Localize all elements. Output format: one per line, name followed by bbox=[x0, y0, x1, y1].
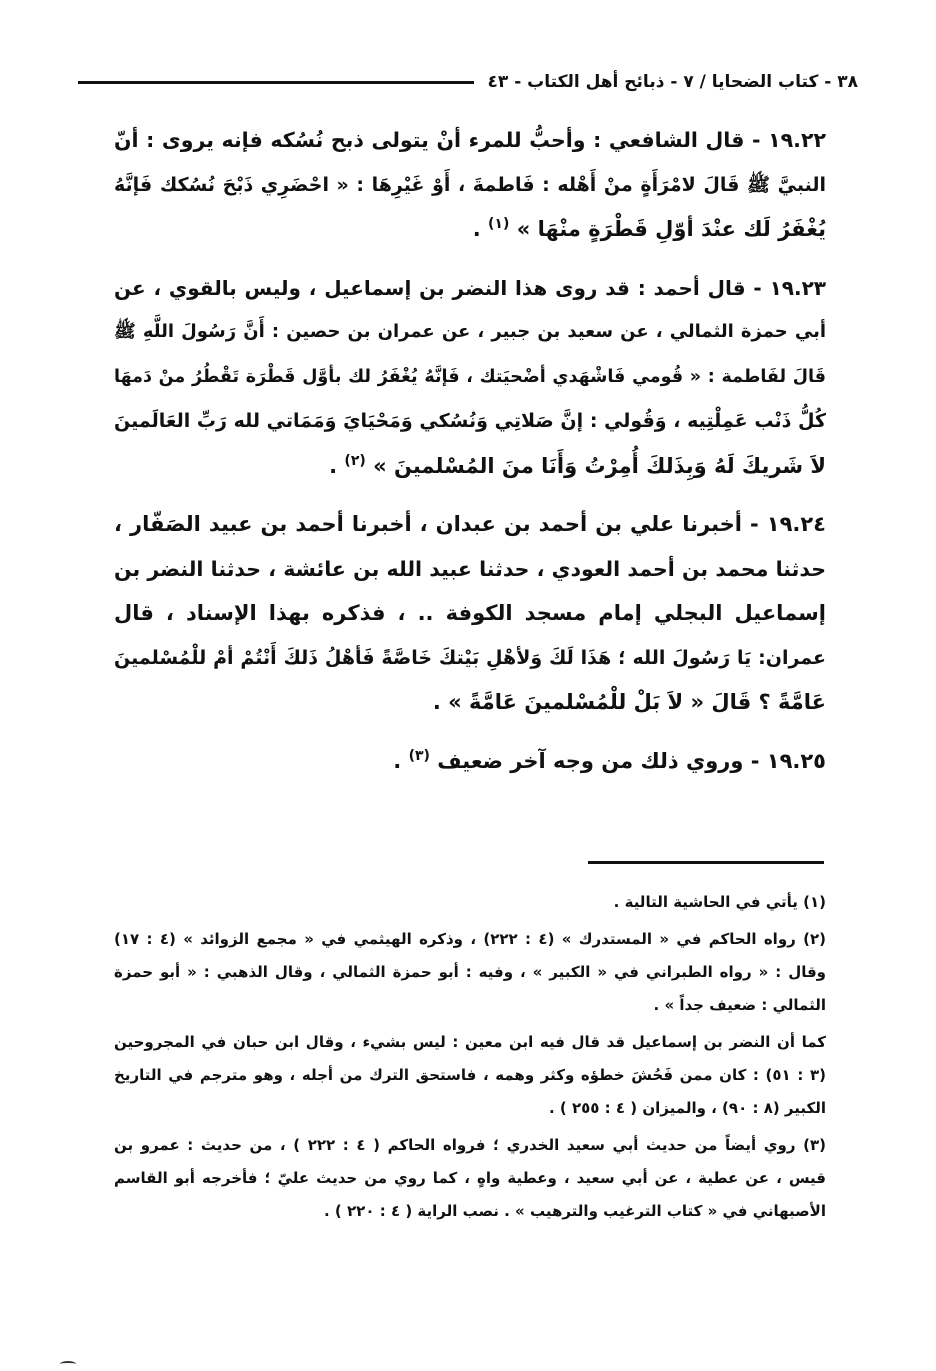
footnote-line: الأصبهاني في « كتاب الترغيب والترهيب » . نصب الراية ( ٤ : ٢٢٠ ) . bbox=[324, 1202, 826, 1220]
footnote-2 bbox=[114, 923, 826, 1022]
footnote-line: وقال : « رواه الطبراني في « الكبير » ، وفيه : أبو حمزة الثمالي ، وقال الذهبي : « أبو حمزة bbox=[114, 963, 826, 981]
footnote-line: (٢) رواه الحاكم في « المستدرك » (٤ : ٢٢٢) ، وذكره الهيثمي في « مجمع الزوائد » (٤ : ١٧) bbox=[114, 930, 826, 948]
page-corner-mark bbox=[60, 1361, 76, 1367]
paragraph-line: ١٩.٢٣ - قال أحمد : قد روى هذا النضر بن إسماعيل ، وليس بالقوي ، عن bbox=[114, 275, 826, 300]
paragraph-line: يُغْفَرُ لَك عنْدَ أوّلِ قَطْرَةٍ منْهَا » $^{(١)}$ . bbox=[472, 216, 826, 241]
footnote-line: (٣) روي أيضاً من حديث أبي سعيد الخدري ؛ فرواه الحاكم ( ٤ : ٢٢٢ ) ، من حديث : عمرو بن bbox=[114, 1136, 826, 1154]
footnote-1 bbox=[114, 886, 826, 919]
paragraph-line: كُلُّ ذَنْب عَمِلْتِيه ، وَقُولي : إنَّ صَلاتِي وَنُسُكي وَمَحْيَايَ وَمَمَاتي لله رَبِّ العَالَمينَ bbox=[114, 410, 826, 432]
footnote-line: الثمالي : ضعيف جداً » . bbox=[653, 996, 826, 1014]
body-text bbox=[114, 118, 826, 797]
paragraph-line: أبي حمزة الثمالي ، عن سعيد بن جبير ، عن عمران بن حصين : أَنَّ رَسُولَ اللَّهِ ﷺ bbox=[114, 321, 826, 342]
paragraph-line: إسماعيل البجلي إمام مسجد الكوفة .. ، فذكره بهذا الإسناد ، قال bbox=[114, 601, 826, 625]
paragraph-19-25 bbox=[114, 739, 826, 784]
footnote-separator bbox=[588, 861, 824, 864]
paragraph-line: لاَ شَريكَ لَهُ وَبِذَلكَ أُمِرْتُ وَأَنَا منَ المُسْلمينَ » $^{(٢)}$ . bbox=[329, 452, 826, 478]
footnote-ref[interactable]: (٣) bbox=[408, 747, 430, 764]
paragraph-19-22 bbox=[114, 118, 826, 252]
paragraph-line: ١٩.٢٢ - قال الشافعي : وأحبُّ للمرء أنْ يتولى ذبح نُسُكه فإنه يروى : أنّ bbox=[114, 128, 826, 152]
footnote-2-continued bbox=[114, 1026, 826, 1125]
header-rule bbox=[78, 81, 474, 84]
paragraph-line: قَالَ لفَاطمة : « قُومي فَاشْهَدي أضْحيَتك ، فَإنَّهُ يُغْفَرُ لك بأوَّل قَطْرَة تَقْطُرُ منْ دَمهَا bbox=[114, 366, 826, 387]
paragraph-line: ١٩.٢٥ - وروي ذلك من وجه آخر ضعيف $^{(٣)}$ . bbox=[393, 747, 826, 773]
running-title: ٣٨ - كتاب الضحايا / ٧ - ذبائح أهل الكتاب - ٤٣ bbox=[487, 72, 858, 92]
paragraph-19-23 bbox=[114, 266, 826, 489]
footnote-3 bbox=[114, 1129, 826, 1228]
paragraph-line: ١٩.٢٤ - أخبرنا علي بن أحمد بن عبدان ، أخبرنا أحمد بن عبيد الصَفّار ، bbox=[114, 512, 826, 536]
footnote-line: الكبير (٨ : ٩٠) ، والميزان ( ٤ : ٢٥٥ ) . bbox=[548, 1099, 826, 1117]
paragraph-line: حدثنا محمد بن أحمد العودي ، حدثنا عبيد الله بن عائشة ، حدثنا النضر بن bbox=[114, 556, 826, 581]
footnote-line: (٣ : ٥١) : كان ممن فَحُشَ خطؤه وكثر وهمه ، فاستحق الترك من أجله ، وهو مترجم في التاريخ bbox=[114, 1066, 826, 1084]
paragraph-line: عمران: يَا رَسُولَ الله ؛ هَذَا لَكَ وَلأهْلِ بَيْتكَ خَاصَّةً فَأهْلُ ذَلكَ أَنْتُمْ أمْ للْمُسْلمينَ bbox=[114, 646, 826, 669]
footnote-line: (١) يأتي في الحاشية التالية . bbox=[613, 893, 826, 911]
footnote-ref[interactable]: (١) bbox=[488, 216, 510, 232]
footnote-line: كما أن النضر بن إسماعيل قد قال فيه ابن معين : ليس بشيء ، وقال ابن حبان في المجروحين bbox=[114, 1033, 826, 1051]
paragraph-line: عَامَّةً ؟ قَالَ « لاَ بَلْ للْمُسْلمينَ عَامَّةً » . bbox=[432, 690, 826, 714]
paragraph-19-24 bbox=[114, 502, 826, 725]
footnote-line: قيس ، عن عطية ، عن أبي سعيد ، وعطية واهٍ ، كما روي من حديث عليّ ؛ فأخرجه أبو القاسم bbox=[114, 1169, 826, 1187]
footnote-ref[interactable]: (٢) bbox=[344, 452, 366, 469]
paragraph-line: النبيَّ ﷺ قَالَ لامْرَأَةٍ منْ أَهْله : فَاطمةَ ، أَوْ غَيْرِهَا : « احْضَرِي ذَبْحَ نُسُكك فَإنَّهُ bbox=[114, 173, 826, 196]
running-header bbox=[78, 62, 858, 102]
footnotes bbox=[114, 886, 826, 1232]
